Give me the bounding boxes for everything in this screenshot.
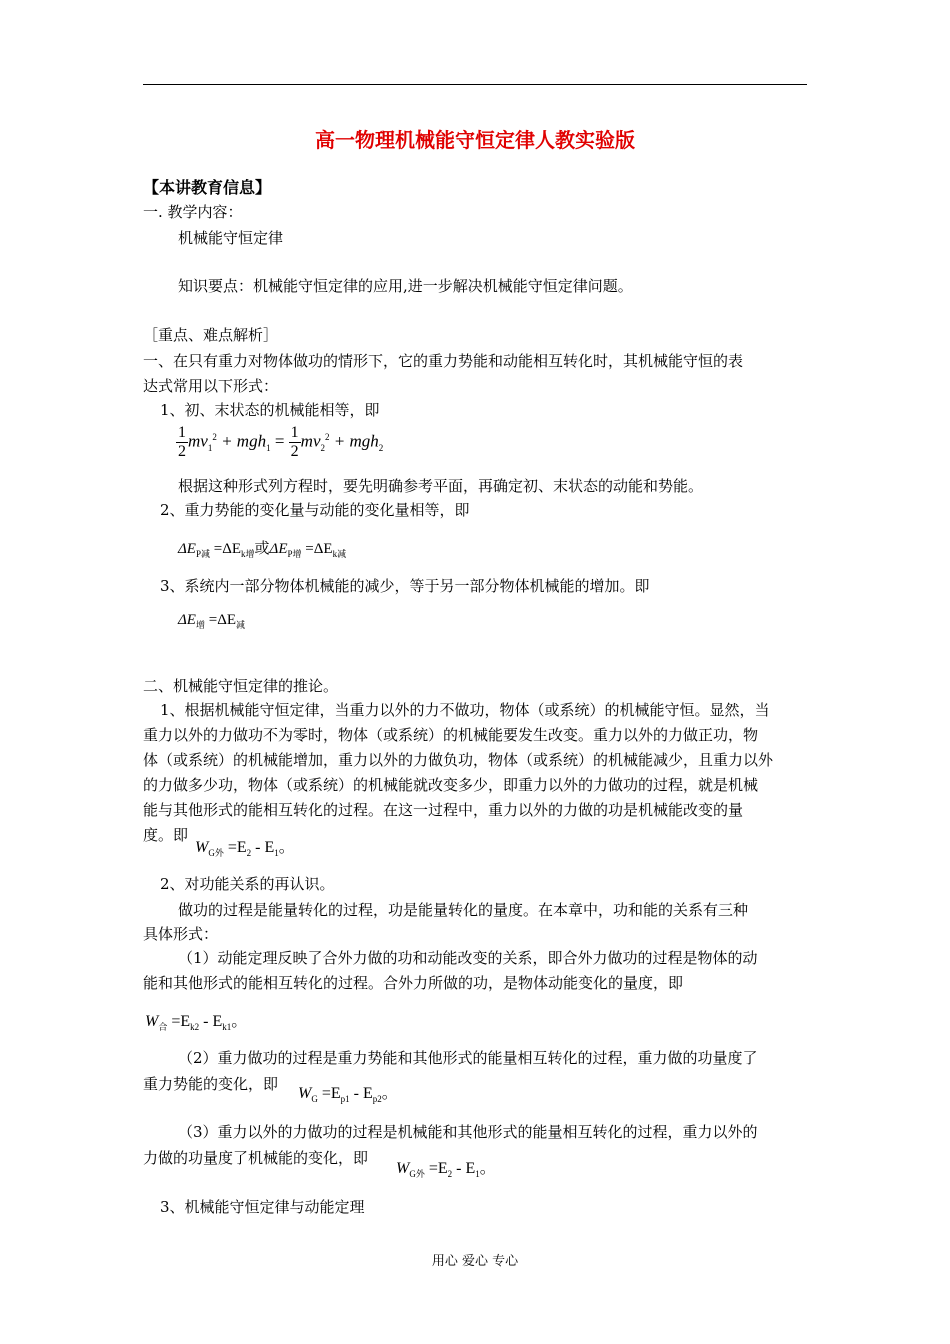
text-line: 体（或系统）的机械能增加，重力以外的力做负功，物体（或系统）的机械能减少，且重力以外 [143, 751, 774, 769]
header-rule [143, 84, 807, 85]
formula-delta-energy: $\Delta E_{P减} =\Delta E_{k增}$或$\Delta E_{P增} =\Delta E_{k减}$ [178, 541, 347, 559]
text-line: 达式常用以下形式： [143, 377, 279, 395]
text-line: 重力势能的变化，即 [143, 1075, 279, 1093]
formula-work-gravity: $W_G =E_{p1} - E_{p2}$。 [298, 1085, 398, 1105]
formula-work-external: $W_{G外} =E_2 - E_1$。 [195, 839, 295, 859]
text-line: 机械能守恒定律 [178, 229, 284, 247]
text-line: 能与其他形式的能相互转化的过程。在这一过程中，重力以外的力做的功是机械能改变的量 [143, 801, 744, 819]
text-line: 一. 教学内容： [143, 203, 243, 221]
text-line: 二、机械能守恒定律的推论。 [143, 677, 339, 695]
text-line: 1、根据机械能守恒定律，当重力以外的力不做功，物体（或系统）的机械能守恒。显然，当 [160, 701, 770, 719]
text-line: 知识要点：机械能守恒定律的应用,进一步解决机械能守恒定律问题。 [178, 277, 633, 295]
text-line: 3、系统内一部分物体机械能的减少，等于另一部分物体机械能的增加。即 [160, 577, 650, 595]
formula-energy-equal: $\frac{1}{2}$ $mv_1^2 + mgh_1$ = $\frac{1}{2}$ $mv_2^2 + mgh_2$ [178, 424, 384, 460]
text-line: 具体形式： [143, 925, 219, 943]
text-line: 做功的过程是能量转化的过程，功是能量转化的量度。在本章中，功和能的关系有三种 [178, 901, 749, 919]
formula-work-net: $W_合 =E_{k2} - E_{k1}$。 [145, 1013, 248, 1033]
section-header: 【本讲教育信息】 [143, 178, 272, 197]
text-line: 2、对功能关系的再认识。 [160, 875, 335, 893]
text-line: 度。即 [143, 826, 189, 844]
text-line: （2）重力做功的过程是重力势能和其他形式的能量相互转化的过程，重力做的功量度了 [178, 1049, 758, 1067]
text-line: 1、初、末状态的机械能相等，即 [160, 401, 380, 419]
text-line: （3）重力以外的力做功的过程是机械能和其他形式的能量相互转化的过程，重力以外的 [178, 1123, 758, 1141]
fraction-half: $\frac{1}{2}$ [178, 424, 186, 460]
text-line: 能和其他形式的能相互转化的过程。合外力所做的功，是物体动能变化的量度，即 [143, 974, 684, 992]
text-line: 力做的功量度了机械能的变化，即 [143, 1149, 369, 1167]
text-line: 3、机械能守恒定律与动能定理 [160, 1198, 365, 1216]
text-line: 重力以外的力做功不为零时，物体（或系统）的机械能要发生改变。重力以外的力做正功，物 [143, 726, 759, 744]
text-line: 根据这种形式列方程时，要先明确参考平面，再确定初、末状态的动能和势能。 [178, 477, 704, 495]
text-line: ［重点、难点解析］ [143, 326, 279, 344]
text-line: 2、重力势能的变化量与动能的变化量相等，即 [160, 501, 470, 519]
document-title: 高一物理机械能守恒定律人教实验版 [315, 128, 635, 152]
page-footer: 用心 爱心 专心 [431, 1254, 519, 1269]
text-line: 一、在只有重力对物体做功的情形下，它的重力势能和动能相互转化时，其机械能守恒的表 [143, 352, 744, 370]
formula-work-external-2: $W_{G外} =E_2 - E_1$。 [396, 1160, 496, 1180]
text-line: （1）动能定理反映了合外力做的功和动能改变的关系，即合外力做功的过程是物体的动 [178, 949, 758, 967]
text-line: 的力做多少功，物体（或系统）的机械能就改变多少，即重力以外的力做功的过程，就是机械 [143, 776, 759, 794]
fraction-half: $\frac{1}{2}$ [290, 424, 299, 460]
formula-delta-system: $\Delta E_增 =\Delta E_减$ [178, 612, 246, 630]
